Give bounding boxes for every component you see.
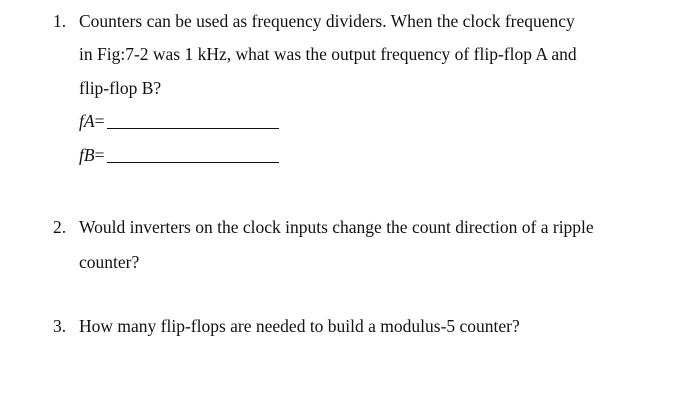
answer-fb-row: [79, 145, 279, 166]
question-text-line: flip-flop B?: [79, 78, 162, 98]
answer-label: fA: [79, 111, 95, 131]
answer-blank-line[interactable]: [107, 127, 279, 129]
equals-sign: =: [94, 111, 105, 131]
equals-sign: =: [94, 145, 105, 165]
answer-blank-line[interactable]: [107, 161, 279, 163]
answer-label: fB: [79, 145, 95, 165]
question-text-line: counter?: [79, 252, 140, 272]
answer-fa-row: [79, 111, 279, 132]
question-text-line: Counters can be used as frequency dividers. When the clock frequency: [79, 11, 575, 31]
question-number: 3.: [53, 316, 67, 336]
question-number: 2.: [53, 217, 67, 237]
question-text-line: in Fig:7-2 was 1 kHz, what was the output frequency of flip-flop A and: [79, 44, 577, 64]
question-text-line: Would inverters on the clock inputs change the count direction of a ripple: [79, 217, 594, 237]
question-text-line: How many flip-flops are needed to build a modulus-5 counter?: [79, 316, 520, 336]
question-number: 1.: [53, 11, 67, 31]
